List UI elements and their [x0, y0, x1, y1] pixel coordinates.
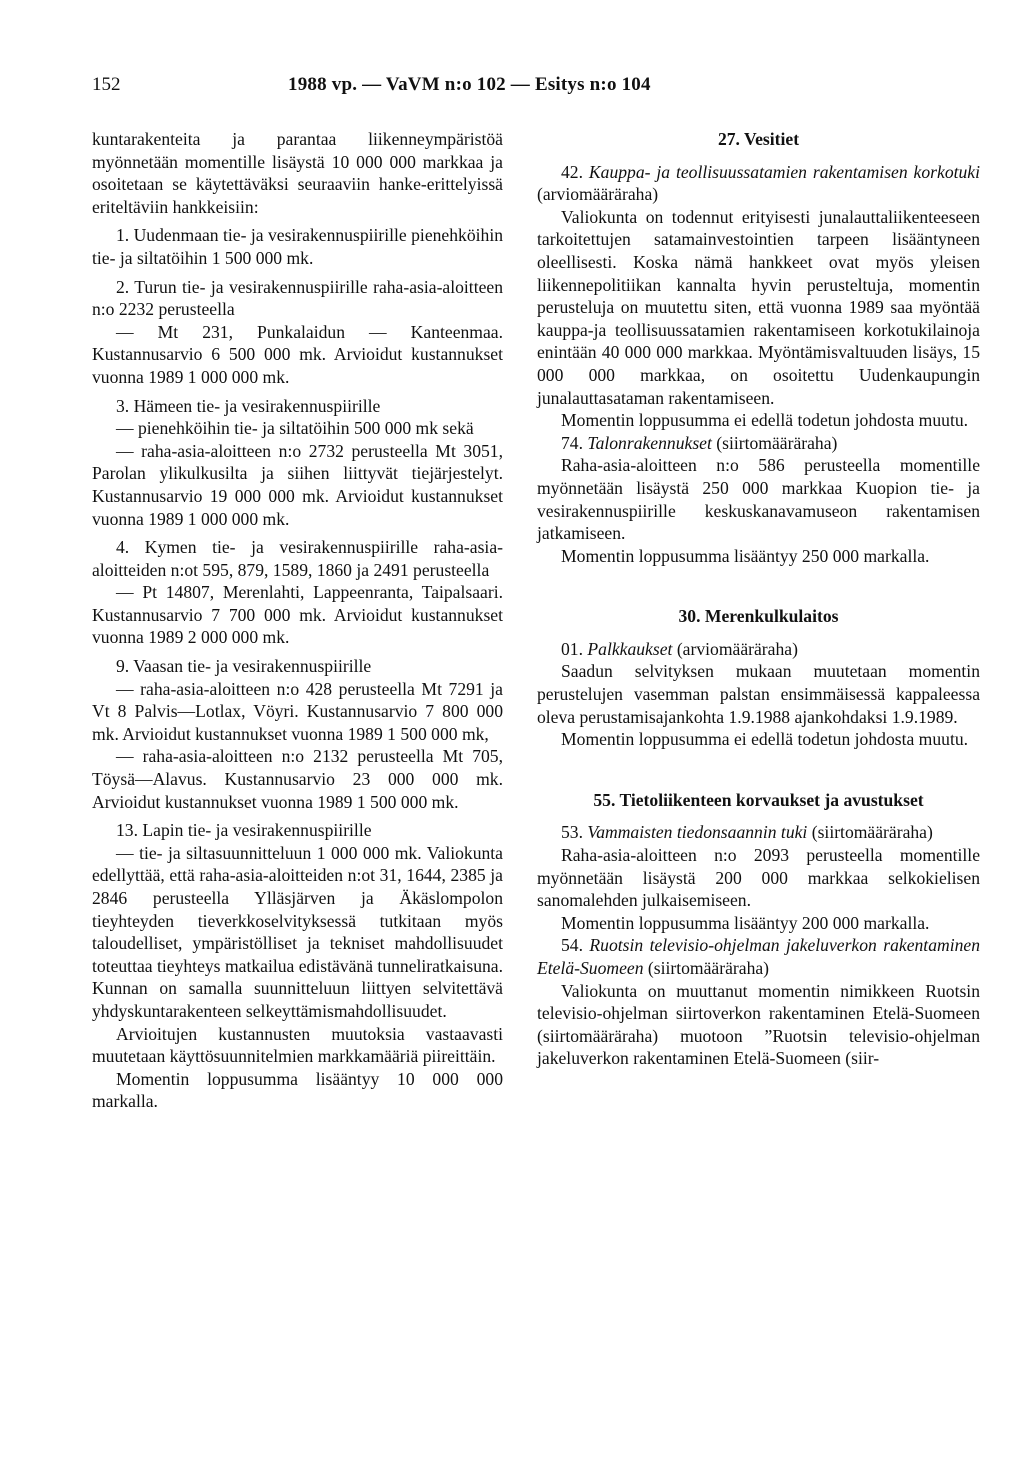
- moment-53-title: Vammaisten tiedonsaannin tuki: [587, 822, 808, 843]
- page-header: [92, 74, 982, 102]
- costs-paragraph: Arvioitujen kustannusten muutoksia vastaavasti muutetaan käyttösuunnitelmien markkamääriä piireittäin.: [92, 1023, 503, 1067]
- moment-74-number: 74.: [561, 432, 583, 453]
- moment-54-body: Valiokunta on muuttanut momentin nimikkeen Ruotsin televisio-ohjelman siirtoverkon rakentaminen Etelä-Suomeen (siirtomääräraha) muotoon ”Ruotsin televisio-ohjelman jakeluverkon rakentaminen Etelä-Suomeen (siir-: [537, 980, 980, 1069]
- moment-42-body: Valiokunta on todennut erityisesti junalauttaliikenteeseen tarkoitettujen satamainvestointien tarpeen lisääntyneen oleellisesti. Koska nämä hankkeet ovat myös yleisen liikennepolitiikan kannalta hyvin perusteltuja, momentin perusteluja on muutettu siten, että vuonna 1989 saa myöntää kauppa-ja teollisuussatamien rakentamiseen korkotukilainoja enintään 40 000 000 markkaa. Myöntämisvaltuuden lisäys, 15 000 000 markkaa, on osoitettu Uudenkaupungin junalauttasataman rakentamiseen.: [537, 206, 980, 408]
- left-column: [92, 128, 503, 1113]
- item-3-hame-lead: 3. Hämeen tie- ja vesirakennuspiirille: [116, 395, 381, 416]
- moment-54-title: Ruotsin televisio-ohjelman jakeluverkon rakentaminen Etelä-Suomeen: [537, 935, 980, 978]
- item-13-lappi-lead: 13. Lapin tie- ja vesirakennuspiirille: [116, 820, 372, 841]
- moment-53-number: 53.: [561, 822, 583, 843]
- total-paragraph: Momentin loppusumma lisääntyy 10 000 000 markalla.: [92, 1068, 503, 1112]
- moment-53-heading: [537, 821, 980, 844]
- moment-01-heading: [537, 638, 980, 661]
- page-number: 152: [92, 74, 121, 95]
- intro-paragraph: kuntarakenteita ja parantaa liikenneympäristöä myönnetään momentille lisäystä 10 000 000 markkaa ja osoitetaan se käytettäväksi seuraaviin hanke-erittelyissä eriteltäviin hankkeisiin:: [92, 129, 503, 217]
- section-heading-55: 55. Tietoliikenteen korvaukset ja avustukset: [593, 789, 924, 810]
- moment-01-total: Momentin loppusumma ei edellä todetun johdosta muutu.: [561, 729, 969, 750]
- section-heading-27: 27. Vesitiet: [717, 129, 800, 149]
- moment-01-number: 01.: [561, 638, 583, 659]
- moment-74-type: (siirtomääräraha): [716, 432, 838, 453]
- section-heading-30: 30. Merenkulkulaitos: [678, 606, 839, 627]
- moment-54-number: 54.: [561, 935, 583, 956]
- item-3-hame-dash-1: — pienehköihin tie- ja siltatöihin 500 000 mk sekä: [116, 418, 474, 439]
- item-13-lappi-body: — tie- ja siltasuunnitteluun 1 000 000 mk. Valiokunta edellyttää, että raha-asia-aloitteiden n:ot 31, 1644, 2385 ja 2846 perusteella Ylläsjärven ja Äkäslompolon tieyhteyden tieverkkoselvityksessä tutkitaan myös taloudelliset, ympäristölliset ja tekniset mahdollisuudet toteuttaa tieyhteys matkailua edistävänä tunneliratkaisuna. Kunnan on samalla suunnitteluun liittyen selvitettävä yhdyskuntarakenteen selkeyttämismahdollisuudet.: [92, 842, 503, 1021]
- item-4-kymi-lead: 4. Kymen tie- ja vesirakennuspiirille raha-asia-aloitteiden n:ot 595, 879, 1589, 1860 ja 2491 perusteella: [92, 537, 503, 580]
- moment-54-type: (siirtomääräraha): [647, 958, 770, 978]
- moment-01-type: (arviomääräraha): [676, 638, 798, 659]
- moment-53-total: Momentin loppusumma lisääntyy 200 000 markalla.: [561, 912, 930, 933]
- moment-01-body: Saadun selvityksen mukaan muutetaan momentin perustelujen vasemman palstan ensimmäisessä kappaleessa oleva perustamisajankohta 1.9.1988 ajankohdaksi 1.9.1989.: [537, 661, 980, 727]
- item-9-vaasa-lead: 9. Vaasan tie- ja vesirakennuspiirille: [116, 656, 372, 677]
- moment-42-number: 42.: [561, 161, 583, 182]
- item-4-kymi-body: — Pt 14807, Merenlahti, Lappeenranta, Taipalsaari. Kustannusarvio 7 700 000 mk. Arvioidut kustannukset vuonna 1989 2 000 000 mk.: [92, 582, 503, 648]
- moment-42-title: Kauppa- ja teollisuussatamien rakentamisen korkotuki: [588, 161, 980, 182]
- moment-42-heading: [537, 161, 980, 206]
- item-2-turku-lead: 2. Turun tie- ja vesirakennuspiirille raha-asia-aloitteen n:o 2232 perusteella: [92, 276, 503, 320]
- item-2-turku-body: — Mt 231, Punkalaidun — Kanteenmaa. Kustannusarvio 6 500 000 mk. Arvioidut kustannukset vuonna 1989 1 000 000 mk.: [92, 321, 503, 387]
- running-title: 1988 vp. — VaVM n:o 102 — Esitys n:o 104: [288, 74, 651, 95]
- moment-74-heading: [537, 432, 980, 455]
- item-1-uusimaa: 1. Uudenmaan tie- ja vesirakennuspiirille pienehköihin tie- ja siltatöihin 1 500 000 mk.: [92, 225, 503, 268]
- moment-53-body: Raha-asia-aloitteen n:o 2093 perusteella momentille myönnetään lisäystä 200 000 markkaa selkokielisen sanomalehden julkaisemiseen.: [537, 845, 980, 911]
- moment-54-heading: [537, 934, 980, 979]
- item-9-vaasa-dash-1: — raha-asia-aloitteen n:o 428 perusteella Mt 7291 ja Vt 8 Palvis—Lotlax, Vöyri. Kustannusarvio 7 800 000 mk. Arvioidut kustannukset vuonna 1989 1 500 000 mk,: [92, 678, 503, 744]
- moment-74-body: Raha-asia-aloitteen n:o 586 perusteella momentille myönnetään lisäystä 250 000 markkaa Kuopion tie- ja vesirakennuspiirille keskuskanavamuseon rakentamisen jatkamiseen.: [537, 455, 980, 544]
- moment-01-title: Palkkaukset: [587, 638, 673, 659]
- moment-53-type: (siirtomääräraha): [811, 822, 933, 843]
- moment-74-title: Talonrakennukset: [587, 432, 712, 453]
- moment-42-type: (arviomääräraha): [537, 184, 659, 205]
- moment-42-total: Momentin loppusumma ei edellä todetun johdosta muutu.: [561, 410, 969, 431]
- item-3-hame-dash-2: — raha-asia-aloitteen n:o 2732 perusteella Mt 3051, Parolan ylikulkusilta ja siihen liittyvät tiejärjestelyt. Kustannusarvio 19 000 000 mk. Arvioidut kustannukset vuonna 1989 1 000 000 mk.: [92, 440, 503, 529]
- moment-74-total: Momentin loppusumma lisääntyy 250 000 markalla.: [561, 545, 930, 566]
- right-column: [537, 128, 980, 1070]
- item-9-vaasa-dash-2: — raha-asia-aloitteen n:o 2132 perusteella Mt 705, Töysä—Alavus. Kustannusarvio 23 000 000 mk. Arvioidut kustannukset vuonna 1989 1 500 000 mk.: [92, 746, 503, 812]
